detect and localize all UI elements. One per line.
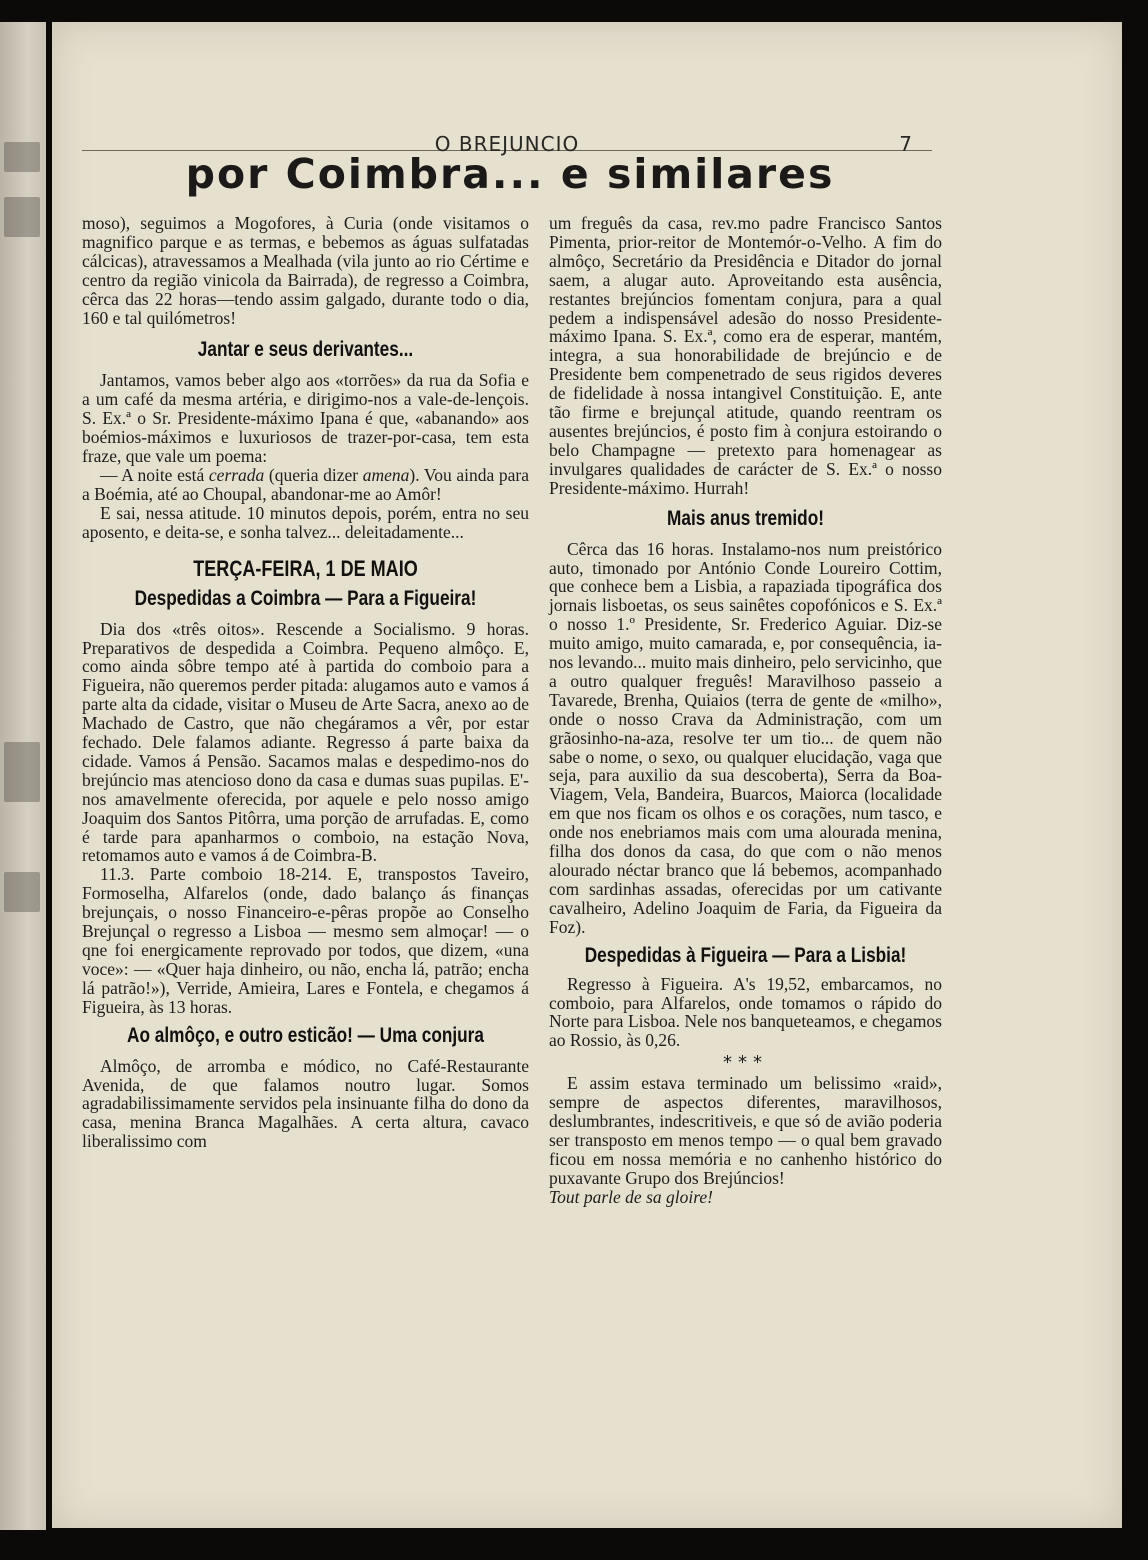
quoted-verse: — A noite está cerrada (queria dizer amena). Vou ainda para a Boémia, até ao Choupal, abandonar-me ao Amôr! [82, 464, 530, 504]
paragraph: 11.3. Parte comboio 18-214. E, transpostos Taveiro, Formoselha, Alfarelos (onde, dado balanço ás finanças brejunçais, o nosso Financeiro-e-pêras propõe ao Conselho Brejunçal o regresso a Lisboa — mesmo sem almoçar! — o qne foi energicamente reprovado por todos, que dizem, «una voce»: — «Quer haja dinheiro, ou não, encha lá, patrão; encha lá patrão!»), Verride, Amieira, Lares e Fontela, e chegamos á Figueira, às 13 horas. [82, 864, 529, 1017]
section-heading: Despedidas a Coimbra — Para a Figueira! [134, 586, 477, 610]
right-column [549, 214, 942, 1207]
page-number: 7 [899, 132, 912, 156]
section-heading: Jantar e seus derivantes... [197, 338, 414, 362]
section-heading: Despedidas à Figueira — Para a Lisbia! [584, 943, 907, 967]
paragraph: um freguês da casa, rev.mo padre Francisco Santos Pimenta, prior-reitor de Montemór-o-Velho. A fim do almôço, Secretário da Presidência e Ditador do jornal saem, a alugar auto. Aproveitando esta ausência, restantes brejúncios fomentam conjura, para a qual pedem a indispensável adesão do nosso Presidente-máximo Ipana. S. Ex.ª, como era de esperar, mantém, integra, a sua honorabilidade de brejúncio e de Presidente bem compenetrado de seus rigidos deveres de fidelidade à nossa intangivel Constituição. E, ante tão firme e brejunçal atitude, quando reentram os ausentes brejúncios, é posto fim à conjura estoirando o belo Champagne — pretexto para homenagear as invulgares qualidades de carácter de S. Ex.ª o nosso Presidente-máximo. Hurrah! [549, 213, 942, 498]
paragraph: E sai, nessa atitude. 10 minutos depois, porém, entra no seu aposento, e deita-se, e sonha talvez... deleitadamente... [82, 502, 529, 542]
closing-motto: Tout parle de sa gloire! [549, 1186, 713, 1207]
paragraph: moso), seguimos a Mogofores, à Curia (onde visitamos o magnifico parque e as termas, e bebemos as águas sulfatadas cálcicas), atravessamos a Mealhada (vila junto ao rio Cértime e centro da região vinicola da Bairrada), de regresso a Coimbra, cêrca das 22 horas—tendo assim galgado, durante todo o dia, 160 e tal quilómetros! [82, 213, 529, 328]
section-divider-stars: *** [723, 1052, 768, 1074]
scan-bottom-edge [52, 1528, 1148, 1560]
running-header [82, 110, 932, 156]
date-heading: TERÇA-FEIRA, 1 DE MAIO [193, 555, 418, 581]
paragraph: E assim estava terminado um belissimo «raid», sempre de aspectos diferentes, maravilhosos, deslumbrantes, indescritiveis, e que só de avião poderia ser transposto em menos tempo — o qual bem gravado ficou em nossa memória e no canhenho histórico do puxavante Grupo dos Brejúncios! [549, 1073, 942, 1188]
paragraph: Almôço, de arromba e módico, no Café-Restaurante Avenida, de que falamos noutro lugar. Somos agradabilissimamente servidos pela insinuante filha do dono da casa, menina Branca Magalhães. A certa altura, cavaco liberalissimo com [82, 1055, 529, 1152]
section-heading: Ao almôço, e outro esticão! — Uma conjura [127, 1023, 484, 1047]
paragraph: Regresso à Figueira. A's 19,52, embarcamos, no comboio, para Alfarelos, onde tomamos o rápido do Norte para Lisboa. Nele nos banqueteamos, e chegamos ao Rossio, às 0,26. [549, 973, 942, 1051]
left-column [82, 214, 529, 1151]
publication-title: O BREJUNCIO [434, 132, 580, 156]
article-headline: por Coimbra... e similares [185, 150, 835, 198]
paragraph: Jantamos, vamos beber algo aos «torrões» da rua da Sofia e a um café da mesma artéria, e dirigimo-nos a vale-de-lençois. S. Ex.ª o Sr. Presidente-máximo Ipana é que, «abanando» aos boémios-máximos e luxuriosos de trazer-por-casa, tem esta fraze, que vale um poema: [82, 370, 529, 467]
section-heading: Mais anus tremido! [667, 506, 824, 530]
paragraph: Dia dos «três oitos». Rescende a Socialismo. 9 horas. Preparativos de despedida a Coimbra. Pequeno almôço. E, como ainda sôbre tempo até à partida do comboio para a Figueira, não queremos perder pitada: alugamos auto e vamos á parte alta da cidade, visitar o Museu de Arte Sacra, anexo ao de Machado de Castro, que não chegáramos a vêr, por estar fechado. Dele falamos adiante. Regresso á parte baixa da cidade. Vamos á Pensão. Sacamos malas e despedimo-nos do brejúncio mas atencioso dono da casa e dumas suas pupilas. E'-nos amavelmente oferecida, por aquele e pelo nosso amigo Joaquim dos Santos Pitôrra, uma porção de arrufadas. E, como é tarde para apanharmos o comboio, na estação Nova, retomamos auto e vamos á de Coimbra-B. [82, 618, 529, 866]
adjacent-page-edge [0, 22, 46, 1530]
paragraph: Cêrca das 16 horas. Instalamo-nos num preistórico auto, timonado por António Conde Loureiro Cottim, que conhece bem a Lisbia, a rapaziada tipográfica dos jornais lisboetas, os seus sainêtes copofónicos e S. Ex.ª o nosso 1.º Presidente, Sr. Frederico Aguiar. Diz-se muito amigo, muito camarada, e, por consequência, ia-nos levando... muito mais dinheiro, pelo servicinho, que a outro qualquer freguês! Maravilhoso passeio a Tavarede, Brenha, Quiaios (terra de gente de «milho», onde o nosso Crava da Administração, com um grãosinho-na-aza, resolve ter um tio... de quem não sabe o nome, o sexo, ou qualquer elucidação, vaga que seja, para auxilio da sua descoberta), Serra da Boa-Viagem, Vela, Bandeira, Buarcos, Maiorca (localidade em que nos ficam os olhos e os corações, num tasco, e onde nos enebriamos mais com uma alourada menina, filha dos donos da casa, do que com o não menos alourado néctar branco que lá bebemos, acompanhado com sardinhas assadas, oferecidas por um cativante cavalheiro, Adelino Joaquim de Faria, da Figueira da Foz). [549, 538, 942, 937]
